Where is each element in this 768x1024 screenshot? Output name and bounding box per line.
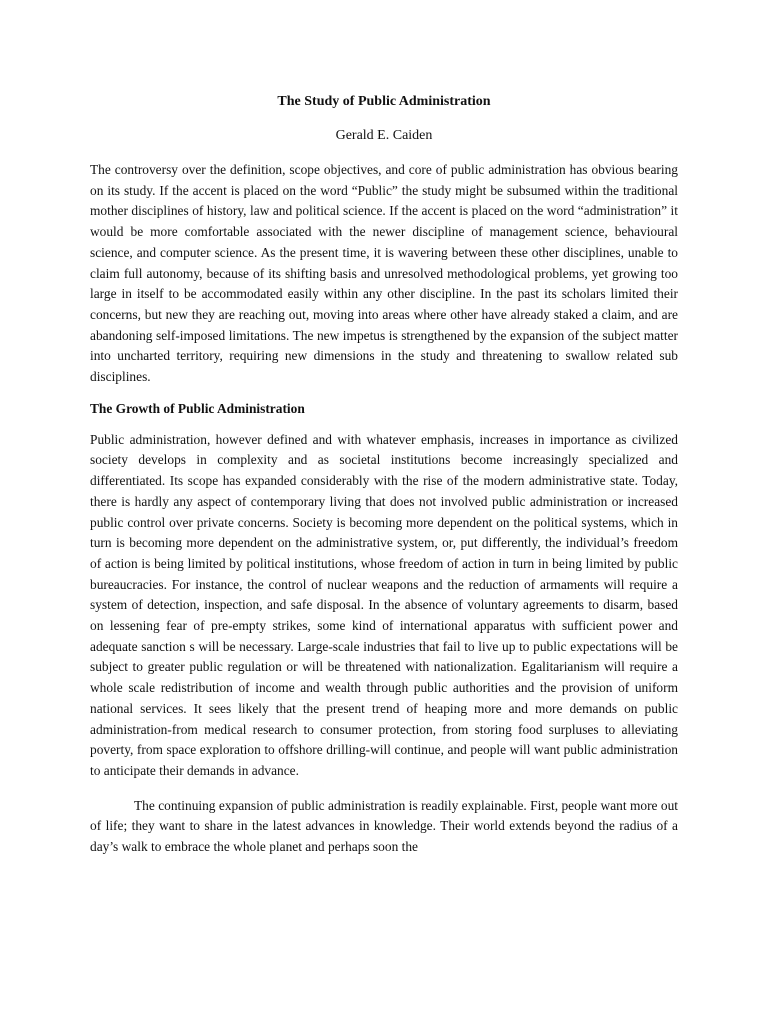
growth-paragraph: Public administration, however defined and with whatever emphasis, increases in importance as civilized society develops in complexity and as societal institutions become increasingly specialized and differentiated. Its scope has expanded considerably with the rise of the modern administrative state. Today, there is hardly any aspect of contemporary living that does not involved public administration or increased public control over private concerns. Society is becoming more dependent on the political systems, which in turn is becoming more dependent on the administrative system, or, put differently, the individual’s freedom of action is being limited by political institutions, whose freedom of action in turn in being limited by public bureaucracies. For instance, the control of nuclear weapons and the reduction of armaments will require a system of detection, inspection, and safe disposal. In the absence of voluntary agreements to disarm, based on lessening fear of pre-empty strikes, some kind of international apparatus with sufficient power and adequate sanction s will be necessary. Large-scale industries that fail to live up to public expectations will be subject to greater public regulation or will be threatened with nationalization. Egalitarianism will require a whole scale redistribution of income and wealth through public authorities and the provision of uniform national services. It sees likely that the present trend of heaping more and more demands on public administration-from medical research to consumer protection, from storing food surpluses to alleviating poverty, from space exploration to offshore drilling-will continue, and people will want public administration to anticipate their demands in advance.	[90, 431, 678, 778]
continuing-paragraph: The continuing expansion of public administration is readily explainable. First, people want more out of life; they want to share in the latest advances in knowledge. Their world extends beyond the radius of a day’s walk to embrace the whole planet and perhaps soon the	[90, 797, 678, 855]
section-heading: The Growth of Public Administration	[90, 400, 305, 416]
document-title: The Study of Public Administration	[277, 94, 491, 109]
document-author: Gerald E. Caiden	[335, 128, 433, 143]
intro-paragraph: The controversy over the definition, scope objectives, and core of public administration has obvious bearing on its study. If the accent is placed on the word “Public” the study might be subsumed within the traditional mother disciplines of history, law and political science. If the accent is placed on the word “administration” it would be more comfortable associated with the newer discipline of management science, behavioural science, and computer science. As the present time, it is wavering between these other disciplines, unable to claim full autonomy, because of its shifting basis and unresolved methodological problems, yet growing too large in itself to be accommodated easily within any other discipline. In the past its scholars limited their concerns, but new they are reaching out, moving into areas where other have already staked a claim, and are abandoning self-imposed limitations. The new impetus is strengthened by the expansion of the subject matter into uncharted territory, requiring new dimensions in the study and threatening to swallow related sub disciplines.	[90, 162, 678, 385]
document-page	[90, 92, 678, 869]
